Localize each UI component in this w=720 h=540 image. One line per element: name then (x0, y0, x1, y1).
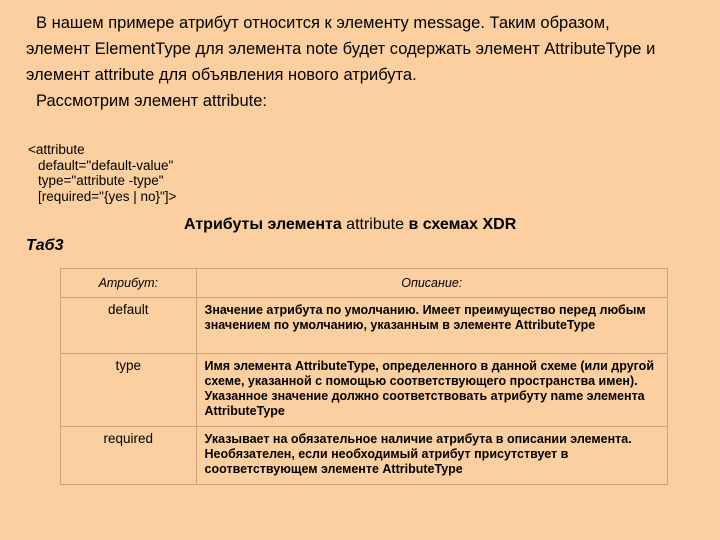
table-label: Таб3 (26, 237, 64, 254)
attribute-description: Указывает на обязательное наличие атрибута в описании элемента. Необязателен, если необходимый атрибут присутствует в соответствующем элементе AttributeType (204, 432, 632, 476)
caption-prefix: Атрибуты элемента (184, 216, 342, 233)
intro-line-3: элемент attribute для объявления нового атрибута. (26, 66, 417, 84)
attribute-description-cell (196, 298, 667, 354)
intro-line-2: элемент ElementType для элемента note будет содержать элемент AttributeType и (26, 40, 656, 58)
code-line-1: <attribute (28, 142, 85, 157)
attribute-name: default (107, 302, 149, 317)
attribute-description-cell (196, 427, 667, 485)
attribute-name: required (103, 431, 154, 446)
table-caption (184, 216, 516, 234)
header-attribute: Атрибут: (61, 269, 197, 298)
table-row (61, 354, 668, 427)
header-description: Описание: (196, 269, 667, 298)
table-row (61, 427, 668, 485)
attribute-name-cell (61, 427, 197, 485)
intro-line-4: Рассмотрим элемент attribute: (36, 92, 268, 110)
attribute-description: Имя элемента AttributeType, определенного в данной схеме (или другой схеме, указанной с помощью соответствующего пространства имен). Указанное значение должно соответствовать атрибуту name элемента AttributeType (204, 359, 655, 418)
code-line-2: default="default-value" (38, 157, 174, 173)
intro-line-1: В нашем примере атрибут относится к элементу message. Таким образом, (36, 14, 610, 32)
attribute-description: Значение атрибута по умолчанию. Имеет преимущество перед любым значением по умолчанию, указанным в элементе AttributeType (204, 303, 646, 332)
intro-paragraph (26, 10, 706, 114)
table-row (61, 298, 668, 354)
attribute-name-cell (61, 354, 197, 427)
table-header-row (61, 269, 668, 298)
code-line-4: [required="{yes | no}"]> (38, 188, 177, 204)
attribute-description-cell (196, 354, 667, 427)
caption-term: attribute (346, 216, 404, 233)
caption-suffix: в схемах XDR (408, 216, 517, 233)
code-sample (28, 142, 176, 204)
attributes-table (60, 268, 668, 485)
attribute-name-cell (61, 298, 197, 354)
attribute-name: type (115, 358, 142, 373)
code-line-3: type="attribute -type" (38, 173, 164, 188)
